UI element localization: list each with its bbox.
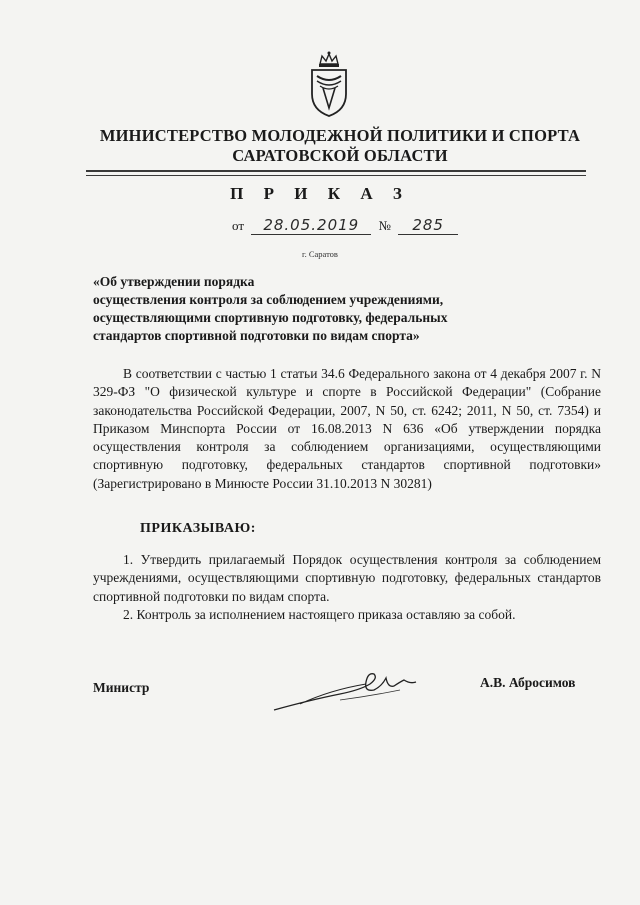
ministry-name-line-2: САРАТОВСКОЙ ОБЛАСТИ bbox=[232, 146, 448, 165]
date-number-line bbox=[232, 216, 458, 235]
directive-heading: ПРИКАЗЫВАЮ: bbox=[140, 521, 256, 536]
subject-line-2: осуществления контроля за соблюдением учреждениями, bbox=[93, 292, 444, 307]
order-number: 285 bbox=[398, 216, 458, 235]
subject-line-1: «Об утверждении порядка bbox=[93, 274, 255, 289]
header-rule-thin bbox=[86, 175, 586, 176]
order-item-2: 2. Контроль за исполнением настоящего приказа оставляю за собой. bbox=[123, 607, 516, 622]
handwritten-signature bbox=[270, 660, 420, 716]
date-prefix: от bbox=[232, 218, 245, 233]
city-label: г. Саратов bbox=[302, 249, 338, 259]
number-prefix: № bbox=[378, 218, 391, 233]
order-subject bbox=[93, 273, 513, 345]
signatory-position: Министр bbox=[93, 680, 150, 695]
order-item-1: 1. Утвердить прилагаемый Порядок осуществления контроля за соблюдением учреждениями, осуществляющими спортивную подготовку, федеральных стандартов спортивной подготовки по видам спорта. bbox=[93, 552, 601, 604]
subject-line-3: осуществляющими спортивную подготовку, федеральных bbox=[93, 310, 448, 325]
subject-line-4: стандартов спортивной подготовки по видам спорта» bbox=[93, 328, 420, 343]
coat-of-arms-emblem bbox=[306, 50, 352, 118]
document-title: П Р И К А З bbox=[230, 184, 410, 203]
header-rule-thick bbox=[86, 170, 586, 172]
ministry-name-line-1: МИНИСТЕРСТВО МОЛОДЕЖНОЙ ПОЛИТИКИ И СПОРТА bbox=[99, 126, 581, 145]
preamble-paragraph: В соответствии с частью 1 статьи 34.6 Федерального закона от 4 декабря 2007 г. N 329-ФЗ "О физической культуре и спорте в Российской Федерации" (Собрание законодательства Российской Федерации, 2007, N 50, ст. 6242; 2011, N 50, ст. 7354) и Приказом Минспорта России от 16.08.2013 N 636 «Об утверждении порядка осуществления контроля за соблюдением организациями, осуществляющими спортивную подготовку, федеральных стандартов спортивной подготовки» (Зарегистрировано в Минюсте России 31.10.2013 N 30281) bbox=[93, 366, 601, 491]
signatory-name: А.В. Абросимов bbox=[480, 675, 576, 690]
order-date: 28.05.2019 bbox=[251, 216, 371, 235]
